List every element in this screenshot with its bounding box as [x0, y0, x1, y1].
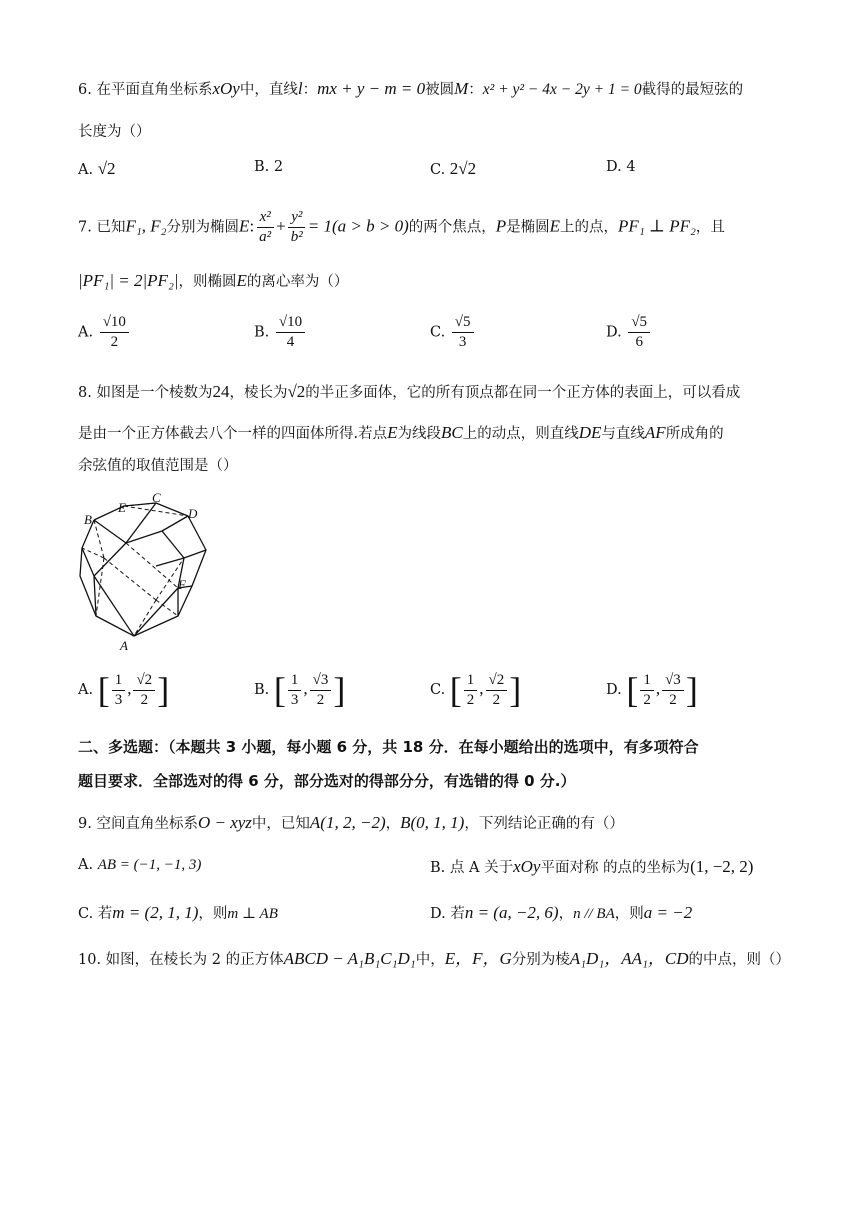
q7-ratio: |PF₁| = 2|PF₂| — [78, 271, 179, 290]
frac-num: √2 — [133, 673, 155, 691]
q9-option-a[interactable] — [78, 858, 201, 873]
q6-option-a[interactable] — [78, 160, 116, 178]
q7-p: P — [495, 216, 507, 236]
frac-num: √2 — [486, 673, 508, 691]
option-frac — [628, 315, 650, 350]
q7-stem-line1: 7. 已知F₁, F₂分别为椭圆E: $\frac{\text{x²}}{\text{a²}}$ + $\frac{\text{y²}}{\text{b²}}$ = 1(a > b > 0)的两个焦点，P是椭圆E上的点，PF₁ ⊥ PF₂，且 — [78, 209, 725, 245]
q8-text4: 是由一个正方体截去八个一样的四面体所得.若点 — [78, 426, 388, 442]
q7-e3: E — [236, 271, 247, 290]
q7-text: 7. 已知 — [78, 219, 126, 236]
q6-text3: 被圆 — [425, 82, 455, 98]
frac-num: √3 — [662, 673, 684, 691]
section2-header-line2: 题目要求．全部选对的得 6 分，部分选对的得部分分，有选错的得 0 分.） — [78, 772, 576, 790]
frac-num: √5 — [452, 315, 474, 333]
q8-stem-line2 — [78, 424, 724, 442]
q9-option-c[interactable] — [78, 904, 278, 922]
frac-den: 2 — [110, 334, 119, 350]
q8-option-a[interactable]: A. [ $\frac{1}{3}$ , $\frac{√2}{2}$ ] — [78, 670, 170, 710]
q7-text4: 是椭圆 — [506, 219, 550, 236]
option-frac — [288, 673, 302, 708]
option-label: B. — [254, 682, 270, 698]
option-frac — [662, 673, 684, 708]
q9-system: O − xyz — [197, 813, 252, 832]
option-frac — [310, 673, 332, 708]
q9-text2: 中，已知 — [251, 816, 310, 832]
q6-option-c[interactable] — [430, 160, 476, 178]
option-parallel: n // BA — [573, 906, 615, 922]
q7-frac-y — [288, 210, 306, 245]
option-value: a = −2 — [643, 903, 693, 922]
option-label: B. 2 — [254, 159, 284, 175]
q10-text3: 分别为棱 — [511, 952, 570, 968]
frac-den: 3 — [458, 334, 467, 350]
frac-num: x² — [257, 210, 274, 228]
frac-den: 2 — [140, 691, 149, 708]
q8-option-d[interactable]: D. [ $\frac{1}{2}$ , $\frac{√3}{2}$ ] — [606, 670, 698, 710]
frac-den: a² — [259, 229, 272, 245]
q7-frac-x — [256, 210, 274, 245]
q7-ellipse-tail: = 1(a > b > 0) — [307, 216, 409, 236]
option-frac — [133, 673, 155, 708]
option-value: m ⊥ AB — [227, 906, 278, 922]
q8-text8: 所成角的 — [665, 426, 724, 442]
q6-option-d[interactable] — [606, 160, 636, 175]
q8-text3: 的半正多面体，它的所有顶点都在同一个正方体的表面上，可以看成 — [305, 385, 741, 401]
q8-stem-line1 — [78, 383, 740, 401]
frac-num: 1 — [288, 673, 302, 691]
option-frac — [486, 673, 508, 708]
option-label: D. 若 — [430, 906, 465, 922]
q7-text3: 的两个焦点， — [408, 219, 496, 236]
q6-circle-name: M — [454, 79, 469, 98]
frac-den: b² — [290, 229, 303, 245]
q6-colon: ： — [302, 82, 318, 98]
q8-option-b[interactable]: B. [ $\frac{1}{3}$ , $\frac{√3}{2}$ ] — [254, 670, 346, 710]
q9-text3: ，下列结论正确的有（） — [464, 816, 624, 832]
option-label: B. — [254, 324, 270, 341]
q8-e: E — [387, 423, 398, 442]
q7-stem-line2 — [78, 272, 348, 290]
q7-e2: E — [549, 216, 561, 236]
frac-num: √5 — [628, 315, 650, 333]
option-plane: xOy — [513, 857, 541, 876]
q6-option-b[interactable] — [254, 160, 283, 175]
q8-bc: BC — [441, 423, 463, 442]
q7-text7: ，则椭圆 — [178, 274, 237, 290]
q6-stem-line1 — [78, 80, 743, 98]
option-text: ，则 — [614, 906, 644, 922]
option-value: AB = (−1, −1, 3) — [97, 857, 202, 873]
q8-text6: 上的动点，则直线 — [462, 426, 579, 442]
frac-den: 2 — [669, 691, 677, 708]
q10-cube: ABCD − A₁B₁C₁D₁ — [283, 949, 416, 968]
label-b: B — [84, 512, 92, 527]
option-value: (1, −2, 2) — [690, 857, 754, 876]
q7-option-c[interactable] — [430, 315, 476, 350]
q7-perp: PF₁ ⊥ PF₂ — [618, 216, 696, 236]
q6-text4: 截得的最短弦的 — [641, 82, 744, 98]
q6-text2: 中，直线 — [239, 82, 298, 98]
option-text: ，则 — [198, 906, 228, 922]
frac-den: 3 — [114, 691, 123, 708]
q7-option-d[interactable] — [606, 315, 652, 350]
q10-edges: A₁D₁，AA₁，CD — [569, 949, 689, 968]
q9-text: 9. 空间直角坐标系 — [78, 816, 198, 832]
frac-num: √3 — [310, 673, 332, 691]
q8-af: AF — [644, 423, 666, 442]
q7-text8: 的离心率为（） — [246, 274, 349, 290]
q9-comma: ， — [385, 816, 401, 832]
q7-text2: 分别为椭圆 — [166, 219, 240, 236]
q8-option-c[interactable]: C. [ $\frac{1}{2}$ , $\frac{√2}{2}$ ] — [430, 670, 522, 710]
q6-stem-line2: 长度为（） — [78, 124, 151, 140]
option-frac — [276, 315, 305, 350]
q8-polyhedron-figure — [74, 488, 224, 654]
q6-xoy: xOy — [212, 79, 240, 98]
frac-num: 1 — [464, 673, 478, 691]
q10-stem — [78, 950, 790, 968]
option-frac — [100, 315, 129, 350]
option-frac — [452, 315, 474, 350]
q6-text: 6. 在平面直角坐标系 — [78, 82, 213, 98]
option-label: C. — [430, 682, 446, 698]
q10-points: E，F，G — [444, 949, 512, 968]
option-label: A. — [78, 857, 94, 873]
option-label: D. 4 — [606, 159, 636, 175]
option-label: B. 点 A 关于 — [430, 860, 514, 876]
q9-option-d[interactable] — [430, 904, 692, 922]
label-c: C — [152, 490, 161, 505]
q7-option-b[interactable] — [254, 315, 307, 350]
frac-num: y² — [288, 210, 305, 228]
option-value: √2 — [97, 159, 116, 178]
option-label: A. — [78, 682, 94, 698]
q8-text5: 为线段 — [397, 426, 441, 442]
option-comma: ， — [558, 906, 574, 922]
q7-text5: 上的点， — [560, 219, 619, 236]
option-vector: n = (a, −2, 6) — [464, 903, 559, 922]
frac-num: 1 — [112, 673, 126, 691]
q7-e: E — [239, 216, 250, 236]
option-frac — [112, 673, 126, 708]
frac-num: √10 — [276, 315, 305, 333]
option-label: C. — [430, 162, 446, 178]
section2-header-line1: 二、多选题：（本题共 3 小题，每小题 6 分，共 18 分．在每小题给出的选项中，有多项符合 — [78, 738, 699, 756]
frac-den: 2 — [316, 691, 325, 708]
q8-text: 8. 如图是一个棱数为 — [78, 385, 213, 401]
option-label: D. — [606, 324, 622, 341]
option-label: C. 若 — [78, 906, 113, 922]
q8-text2: ，棱长为 — [229, 385, 288, 401]
q6-circle-equation: x² + y² − 4x − 2y + 1 = 0 — [482, 81, 642, 98]
q8-sqrt2: √2 — [287, 382, 306, 401]
q9-stem — [78, 814, 624, 832]
frac-den: 6 — [635, 334, 643, 350]
frac-num: √10 — [100, 315, 129, 333]
q7-option-a[interactable] — [78, 315, 131, 350]
option-frac — [640, 673, 654, 708]
q6-l: l — [297, 79, 303, 98]
label-d: D — [188, 506, 198, 521]
frac-den: 3 — [290, 691, 299, 708]
option-value: 2√2 — [449, 159, 477, 178]
frac-den: 2 — [492, 691, 501, 708]
q9-option-b[interactable] — [430, 858, 753, 876]
q9-point-a: A(1, 2, −2) — [309, 813, 386, 832]
option-label: D. — [606, 682, 622, 698]
frac-den: 2 — [466, 691, 475, 708]
q8-stem-line3: 余弦值的取值范围是（） — [78, 458, 238, 474]
label-a: A — [120, 638, 128, 653]
q8-de: DE — [578, 423, 602, 442]
q7-text6: ，且 — [695, 219, 725, 236]
q8-24: 24 — [212, 382, 230, 401]
option-label: A. — [78, 162, 94, 178]
label-e: E — [118, 500, 126, 515]
option-label: A. — [78, 324, 94, 341]
option-text: 平面对称 的点的坐标为 — [540, 860, 691, 876]
frac-den: 2 — [643, 691, 651, 708]
q6-colon2: ： — [468, 82, 483, 98]
q10-text4: 的中点，则（） — [688, 952, 791, 968]
q6-line-equation: mx + y − m = 0 — [317, 79, 426, 98]
q10-text: 10. 如图，在棱长为 2 的正方体 — [78, 952, 284, 968]
option-vector: m = (2, 1, 1) — [112, 903, 199, 922]
option-label: C. — [430, 324, 446, 341]
frac-num: 1 — [640, 673, 654, 691]
label-f: F — [178, 577, 186, 592]
q7-foci: F₁, F₂ — [125, 216, 167, 236]
q9-point-b: B(0, 1, 1) — [400, 813, 465, 832]
frac-den: 4 — [286, 334, 295, 350]
q10-text2: 中， — [415, 952, 445, 968]
option-frac — [464, 673, 478, 708]
q8-text7: 与直线 — [601, 426, 645, 442]
